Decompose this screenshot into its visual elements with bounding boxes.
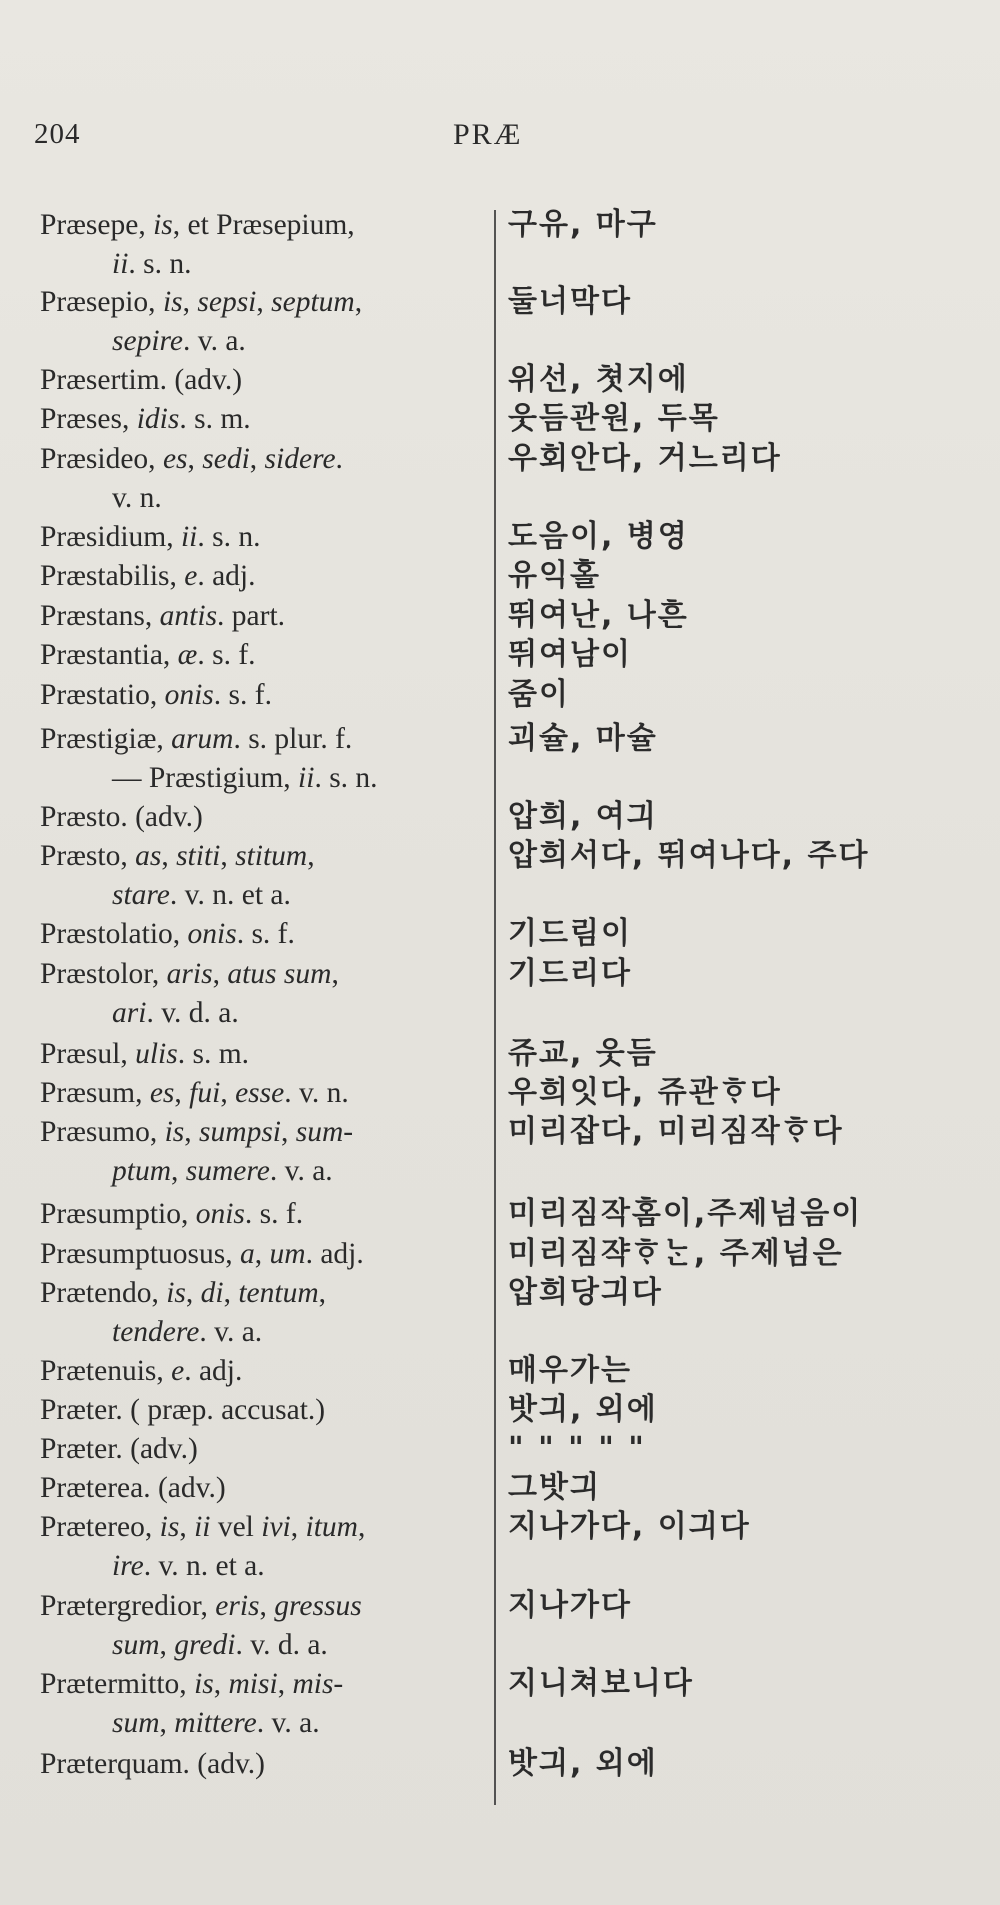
- korean-definition: 압희, 여긔: [508, 799, 658, 834]
- latin-headword: Præstolor, aris, atus sum, ari. v. d. a.: [40, 955, 485, 1032]
- korean-definition: 구유, 마구: [508, 207, 658, 242]
- korean-definition: 둘너막다: [508, 284, 632, 319]
- latin-continuation: tendere. v. a.: [112, 1315, 263, 1348]
- latin-headword: Præstantia, æ. s. f.: [40, 639, 256, 671]
- latin-headword: Prætergredior, eris, gressus sum, gredi. v. d. a.: [40, 1587, 485, 1664]
- korean-definition: 지니쳐보니다: [508, 1666, 694, 1701]
- latin-headword: Præstans, antis. part.: [40, 600, 286, 632]
- latin-headword: Prætereo, is, ii vel ivi, itum, ire. v. n. et a.: [40, 1508, 485, 1585]
- latin-continuation: ire. v. n. et a.: [112, 1549, 265, 1582]
- latin-headword: Præsepio, is, sepsi, septum, sepire. v. a.: [40, 283, 485, 360]
- korean-definition: 웃듬관원, 두목: [508, 401, 720, 436]
- latin-headword: Præsto. (adv.): [40, 801, 203, 833]
- korean-definition: 괴슐, 마슐: [508, 721, 658, 756]
- latin-headword: Præsumo, is, sumpsi, sum- ptum, sumere. v. a.: [40, 1113, 485, 1190]
- page-header: [0, 118, 1000, 168]
- latin-headword: Prætermitto, is, misi, mis- sum, mittere. v. a.: [40, 1665, 485, 1742]
- korean-definition: " " " " ": [508, 1431, 646, 1466]
- latin-continuation: ptum, sumere. v. a.: [112, 1154, 333, 1187]
- latin-headword: Præter. (adv.): [40, 1433, 198, 1465]
- korean-definition: 밧긔, 외에: [508, 1746, 658, 1781]
- korean-definition: 유익홀: [508, 558, 601, 593]
- korean-definition: 쥬교, 웃듬: [508, 1036, 658, 1071]
- latin-headword: Prætenuis, e. adj.: [40, 1355, 243, 1387]
- korean-definition: 우회안다, 거느리다: [508, 441, 782, 476]
- page-number: 204: [34, 118, 81, 150]
- latin-continuation: stare. v. n. et a.: [112, 878, 291, 911]
- latin-headword: Præterquam. (adv.): [40, 1748, 266, 1780]
- korean-definition: 뛰여남이: [508, 637, 632, 672]
- latin-headword: Præter. ( præp. accusat.): [40, 1394, 326, 1426]
- latin-headword: Præsumptio, onis. s. f.: [40, 1198, 304, 1230]
- korean-definition: 기드리다: [508, 956, 632, 991]
- latin-headword: Præsul, ulis. s. m.: [40, 1038, 250, 1070]
- latin-headword: Præsideo, es, sedi, sidere. v. n.: [40, 440, 485, 517]
- korean-definition: 뛰여난, 나흔: [508, 598, 689, 633]
- korean-definition: 위선, 쳣지에: [508, 362, 689, 397]
- latin-continuation: sum, gredi. v. d. a.: [112, 1628, 328, 1661]
- latin-continuation: sum, mittere. v. a.: [112, 1706, 320, 1739]
- latin-headword: Præstigiæ, arum. s. plur. f. — Præstigium, ii. s. n.: [40, 720, 485, 797]
- latin-headword: Præses, idis. s. m.: [40, 403, 251, 435]
- korean-definition: 지나가다: [508, 1588, 632, 1623]
- latin-headword: Præsum, es, fui, esse. v. n.: [40, 1077, 349, 1109]
- korean-definition: 압희당긔다: [508, 1275, 663, 1310]
- latin-headword: Præsto, as, stiti, stitum, stare. v. n. et a.: [40, 837, 485, 914]
- korean-definition: 우희잇다, 쥬관ᄒᆞ다: [508, 1075, 782, 1110]
- korean-definition: 미리짐작홈이,주제넘음이: [508, 1196, 863, 1231]
- korean-definition: 지나가다, 이긔다: [508, 1509, 751, 1544]
- korean-definition: 도음이, 병영: [508, 519, 689, 554]
- latin-continuation: ari. v. d. a.: [112, 996, 239, 1029]
- latin-headword: Prætendo, is, di, tentum, tendere. v. a.: [40, 1274, 485, 1351]
- latin-headword: Præsumptuosus, a, um. adj.: [40, 1238, 364, 1270]
- latin-continuation: v. n.: [112, 481, 162, 514]
- latin-continuation: — Præstigium, ii. s. n.: [112, 761, 378, 794]
- latin-headword: Præstatio, onis. s. f.: [40, 679, 272, 711]
- korean-definition: 밧긔, 외에: [508, 1392, 658, 1427]
- column-divider: [494, 210, 496, 1805]
- latin-headword: Præsidium, ii. s. n.: [40, 521, 261, 553]
- korean-definition: 줌이: [508, 677, 570, 712]
- latin-continuation: sepire. v. a.: [112, 324, 246, 357]
- korean-definition: 기드림이: [508, 916, 632, 951]
- korean-definition: 미리잡다, 미리짐작ᄒᆞ다: [508, 1114, 844, 1149]
- latin-headword: Præterea. (adv.): [40, 1472, 226, 1504]
- running-head: PRÆ: [453, 118, 523, 151]
- latin-headword: Præsepe, is, et Præsepium, ii. s. n.: [40, 206, 485, 283]
- korean-definition: 매우가는: [508, 1353, 632, 1388]
- korean-definition: 미리짐쟉ᄒᆞᄂᆞᆫ, 주제넘은: [508, 1236, 844, 1271]
- latin-continuation: ii. s. n.: [112, 247, 192, 280]
- latin-headword: Præstolatio, onis. s. f.: [40, 918, 295, 950]
- korean-definition: 그밧긔: [508, 1470, 601, 1505]
- latin-headword: Præstabilis, e. adj.: [40, 560, 256, 592]
- latin-headword: Præsertim. (adv.): [40, 364, 243, 396]
- korean-definition: 압희서다, 뛰여나다, 주다: [508, 838, 870, 873]
